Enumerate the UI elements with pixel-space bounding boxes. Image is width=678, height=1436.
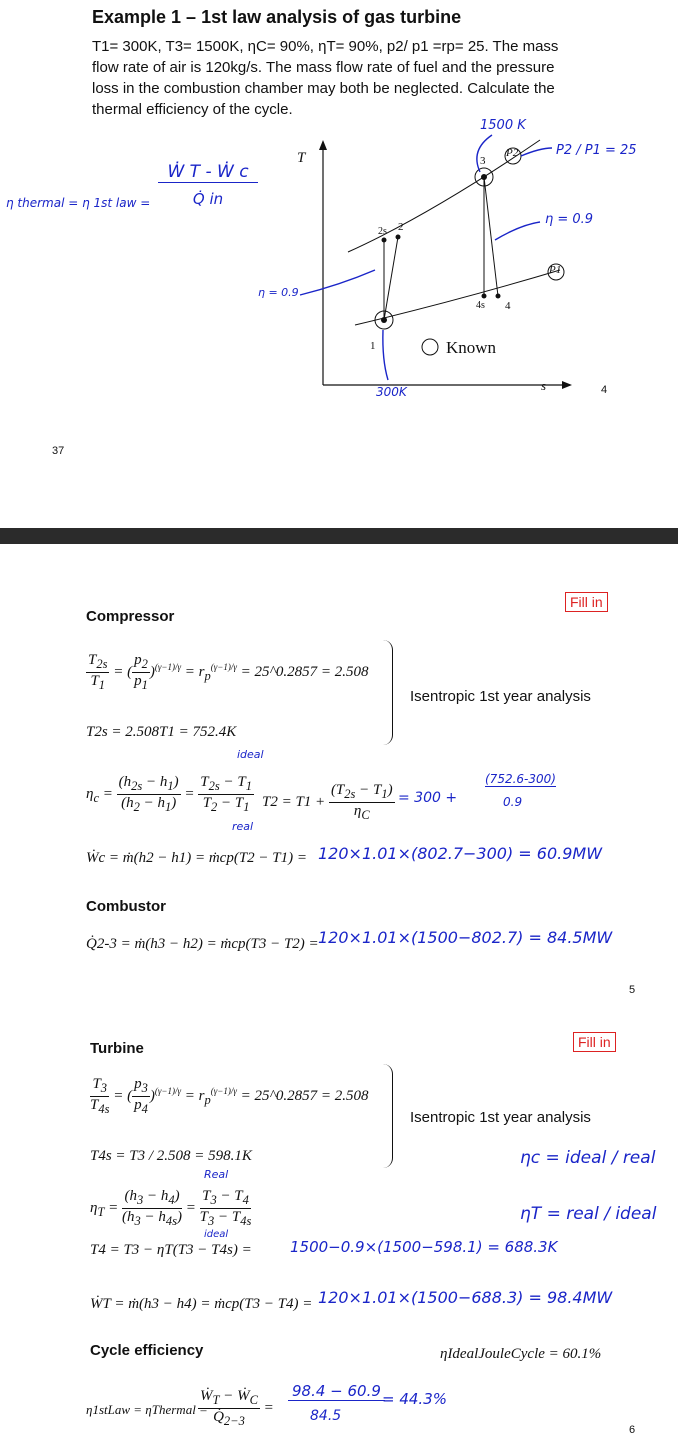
point-2-label: 2 [398, 221, 404, 233]
hw-wc: 120×1.01×(802.7−300) = 60.9MW [318, 844, 603, 863]
eq-t2: T2 = T1 + $\frac{(T_{2s} - T_1)}{\eta_C}$ [262, 782, 393, 822]
p2-label: P2 [506, 147, 519, 159]
page-number: 4 [601, 384, 608, 396]
eq-t2-lhs: T2 = T1 + [262, 793, 326, 810]
hw-final-den: 84.5 [310, 1408, 342, 1424]
known-legend: Known [446, 338, 497, 357]
eq-t4s: T4s = T3 / 2.508 = 598.1K [90, 1148, 252, 1164]
section-cycle-efficiency: Cycle efficiency [90, 1342, 204, 1359]
brace [378, 1064, 393, 1168]
problem-line: thermal efficiency of the cycle. [92, 101, 293, 118]
hw-ideal: ideal [204, 1229, 229, 1240]
hw-eta-turbine: η = 0.9 [545, 212, 594, 227]
hw-real: Real [204, 1168, 229, 1181]
point-3-label: 3 [480, 155, 486, 167]
hw-q23: 120×1.01×(1500−802.7) = 84.5MW [318, 928, 613, 947]
eq-eta-t: $\eta_T$ = $\frac{(h_3 - h_4)}{(h_3 - h_{4s})}$ = $\frac{T_3 - T_4}{T_3 - T_{4s}}$ [90, 1188, 252, 1228]
hw-ideal: ideal [237, 748, 264, 761]
hw-final-result: = 44.3% [382, 1390, 447, 1408]
page-number: 6 [629, 1424, 636, 1436]
hw-efficiency-def: η thermal = η 1st law = [6, 196, 151, 210]
section-combustor: Combustor [86, 898, 166, 915]
point-4s-label: 4s [476, 300, 485, 311]
point-2s-label: 2s [378, 226, 387, 237]
slide-title: Example 1 – 1st law analysis of gas turbine [92, 7, 462, 27]
problem-line: T1= 300K, T3= 1500K, ηC= 90%, ηT= 90%, p2/ p1 =rp= 25. The mass [92, 38, 559, 55]
hw-efficiency-den: Q̇ in [192, 190, 224, 208]
axis-t-label: T [297, 150, 306, 166]
slide-number: 37 [52, 445, 65, 457]
eq-turbine-isentropic: $\frac{T_3}{T_{4s}}$ = ( $\frac{p_3}{p_4}$ )$^{(\gamma-1)/\gamma} = r_p^{(\gamma-1)/\gamma}$ = 25^0.2857 = 2.508 [90, 1076, 369, 1116]
hw-wt: 120×1.01×(1500−688.3) = 98.4MW [318, 1288, 613, 1307]
eq-rhs: = 25^0.2857 = 2.508 [240, 663, 369, 680]
section-turbine: Turbine [90, 1040, 144, 1057]
isentropic-note: Isentropic 1st year analysis [410, 1109, 591, 1126]
eq-rhs: = 25^0.2857 = 2.508 [240, 1087, 369, 1104]
eq-t4: T4 = T3 − ηT(T3 − T4s) = [90, 1242, 252, 1258]
eq-wt: ẆT = ṁ(h3 − h4) = ṁcp(T3 − T4) = [90, 1296, 313, 1312]
axis-s-label: s [541, 378, 547, 393]
eq-ideal-joule: ηIdealJouleCycle = 60.1% [440, 1346, 602, 1362]
hw-eta-t-def: ηT = real / ideal [520, 1204, 657, 1224]
slide-separator [0, 528, 678, 544]
eq-eta-c: $\eta_c$ = $\frac{(h_{2s} - h_1)}{(h_2 - h_1)}$ = $\frac{T_{2s} - T_1}{T_2 - T_1}$ [86, 774, 252, 814]
hw-final-num: 98.4 − 60.9 [288, 1382, 385, 1401]
eq-final-frac: $\frac{Ẇ_T - Ẇ_C}{Q̇_{2-3}}$ = [200, 1388, 274, 1428]
eq-compressor-isentropic: $\frac{T_{2s}}{T_1}$ = ( $\frac{p_2}{p_1}$ )$^{(\gamma-1)/\gamma} = r_p^{(\gamma-1)/\gamma}$ = 25^0.2857 = 2.508 [88, 652, 369, 692]
hw-eta-c-def: ηc = ideal / real [520, 1148, 656, 1168]
hw-real: real [232, 820, 254, 833]
eq-q23: Q̇2-3 = ṁ(h3 − h2) = ṁcp(T3 − T2) = [86, 936, 319, 952]
fill-in-badge: Fill in [565, 592, 608, 612]
point-1-label: 1 [370, 340, 376, 352]
p1-label: P1 [549, 264, 562, 276]
fill-in-badge: Fill in [573, 1032, 616, 1052]
eq-t2s: T2s = 2.508T1 = 752.4K [86, 724, 237, 740]
point-4-label: 4 [505, 300, 511, 312]
hw-t2-den: 0.9 [503, 795, 523, 809]
hw-300k: 300K [376, 385, 407, 399]
hw-efficiency-num: Ẇ T - Ẇ c [158, 162, 258, 183]
ts-diagram [0, 0, 678, 420]
hw-t2-num: (752.6-300) [485, 772, 556, 786]
hw-t4: 1500−0.9×(1500−598.1) = 688.3K [290, 1238, 558, 1256]
problem-line: flow rate of air is 120kg/s. The mass flow rate of fuel and the pressure [92, 59, 555, 76]
hw-pressure-ratio: P2 / P1 = 25 [556, 143, 637, 158]
section-compressor: Compressor [86, 608, 175, 625]
hw-eta-compressor: η = 0.9 [258, 286, 299, 299]
hw-1500k: 1500 K [480, 118, 526, 133]
eq-final-lhs: η1stLaw = ηThermal = [86, 1402, 208, 1417]
isentropic-note: Isentropic 1st year analysis [410, 688, 591, 705]
hw-eq-t2: = 300 + [398, 790, 458, 806]
page-number: 5 [629, 984, 636, 996]
brace [378, 640, 393, 745]
eq-wc: Ẇc = ṁ(h2 − h1) = ṁcp(T2 − T1) = [86, 850, 308, 866]
problem-line: loss in the combustion chamber may both be neglected. Calculate the [92, 80, 555, 97]
